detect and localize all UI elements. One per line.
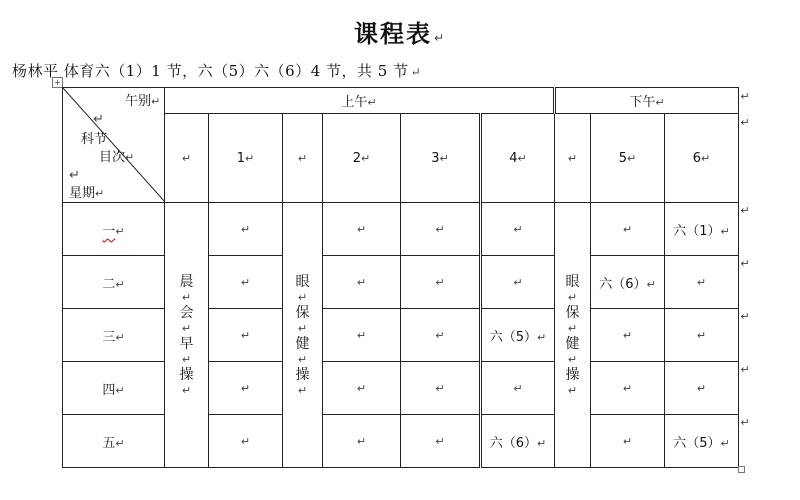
period-header-blank: ↵ xyxy=(555,114,591,203)
class-cell[interactable]: ↵ xyxy=(481,256,555,309)
class-cell[interactable]: ↵ xyxy=(401,309,481,362)
class-cell[interactable]: 六（6）↵ xyxy=(481,415,555,468)
paragraph-mark-icon: ↵ xyxy=(93,112,104,127)
class-cell[interactable]: ↵ xyxy=(665,256,739,309)
period-header-1: 1↵ xyxy=(209,114,283,203)
class-cell[interactable]: ↵ xyxy=(401,256,481,309)
paragraph-mark-icon: ↵ xyxy=(740,204,750,217)
class-cell[interactable]: 六（5）↵ xyxy=(665,415,739,468)
merged-eye-exercise-afternoon: 眼 ↵ 保 ↵ 健 ↵ 操 ↵ xyxy=(555,203,591,468)
class-cell[interactable]: ↵ xyxy=(209,415,283,468)
class-cell[interactable]: ↵ xyxy=(591,362,665,415)
class-cell[interactable]: 六（6）↵ xyxy=(591,256,665,309)
period-header-5: 5↵ xyxy=(591,114,665,203)
class-cell[interactable]: ↵ xyxy=(591,415,665,468)
table-resize-handle-icon[interactable] xyxy=(738,466,745,473)
diag-label-subject: 科节 xyxy=(81,132,108,147)
day-cell-4: 四↵ xyxy=(63,362,165,415)
day-cell-3: 三↵ xyxy=(63,309,165,362)
class-cell[interactable]: ↵ xyxy=(209,309,283,362)
title-text: 课程表 xyxy=(353,20,432,48)
schedule-table xyxy=(62,87,739,468)
class-cell[interactable]: ↵ xyxy=(401,203,481,256)
diag-label-afternoon-morning: 午别↵ xyxy=(125,94,161,109)
class-cell[interactable]: ↵ xyxy=(401,415,481,468)
paragraph-mark-icon: ↵ xyxy=(740,310,750,323)
merged-morning-meeting: 晨 ↵ 会 ↵ 早 ↵ 操 ↵ xyxy=(165,203,209,468)
paragraph-mark-icon: ↵ xyxy=(740,90,750,103)
period-header-2: 2↵ xyxy=(323,114,401,203)
teacher-summary xyxy=(12,60,421,81)
merged-eye-exercise-morning: 眼 ↵ 保 ↵ 健 ↵ 操 ↵ xyxy=(283,203,323,468)
document-title xyxy=(0,14,800,49)
class-cell[interactable]: ↵ xyxy=(591,309,665,362)
day-cell-1: 一↵ xyxy=(63,203,165,256)
class-cell[interactable]: ↵ xyxy=(481,362,555,415)
diag-label-period: 目次↵ xyxy=(99,150,135,165)
class-cell[interactable]: ↵ xyxy=(209,203,283,256)
afternoon-header: 下午↵ xyxy=(555,88,739,114)
period-header-4: 4↵ xyxy=(481,114,555,203)
class-cell[interactable]: ↵ xyxy=(401,362,481,415)
class-cell[interactable]: ↵ xyxy=(323,309,401,362)
class-cell[interactable]: 六（1）↵ xyxy=(665,203,739,256)
class-cell[interactable]: 六（5）↵ xyxy=(481,309,555,362)
class-cell[interactable]: ↵ xyxy=(323,203,401,256)
period-header-6: 6↵ xyxy=(665,114,739,203)
paragraph-mark-icon: ↵ xyxy=(410,65,422,79)
day-cell-5: 五↵ xyxy=(63,415,165,468)
class-cell[interactable]: ↵ xyxy=(323,415,401,468)
class-cell[interactable]: ↵ xyxy=(665,362,739,415)
class-cell[interactable]: ↵ xyxy=(591,203,665,256)
table-move-handle-icon[interactable]: + xyxy=(52,77,63,88)
class-cell[interactable]: ↵ xyxy=(665,309,739,362)
class-cell[interactable]: ↵ xyxy=(209,362,283,415)
paragraph-mark-icon: ↵ xyxy=(433,31,447,45)
paragraph-mark-icon: ↵ xyxy=(740,416,750,429)
class-cell[interactable]: ↵ xyxy=(323,256,401,309)
period-header-3: 3↵ xyxy=(401,114,481,203)
paragraph-mark-icon: ↵ xyxy=(740,257,750,270)
diagonal-header-cell xyxy=(63,88,165,203)
paragraph-mark-icon: ↵ xyxy=(740,363,750,376)
summary-text: 杨林平 体育六（1）1 节，六（5）六（6）4 节，共 5 节 xyxy=(12,62,409,80)
paragraph-mark-icon: ↵ xyxy=(69,168,80,183)
day-cell-2: 二↵ xyxy=(63,256,165,309)
class-cell[interactable]: ↵ xyxy=(481,203,555,256)
paragraph-mark-icon: ↵ xyxy=(740,116,750,129)
morning-header: 上午↵ xyxy=(165,88,555,114)
period-header-blank: ↵ xyxy=(283,114,323,203)
period-header-blank: ↵ xyxy=(165,114,209,203)
class-cell[interactable]: ↵ xyxy=(209,256,283,309)
diag-label-weekday: 星期↵ xyxy=(69,186,105,201)
class-cell[interactable]: ↵ xyxy=(323,362,401,415)
